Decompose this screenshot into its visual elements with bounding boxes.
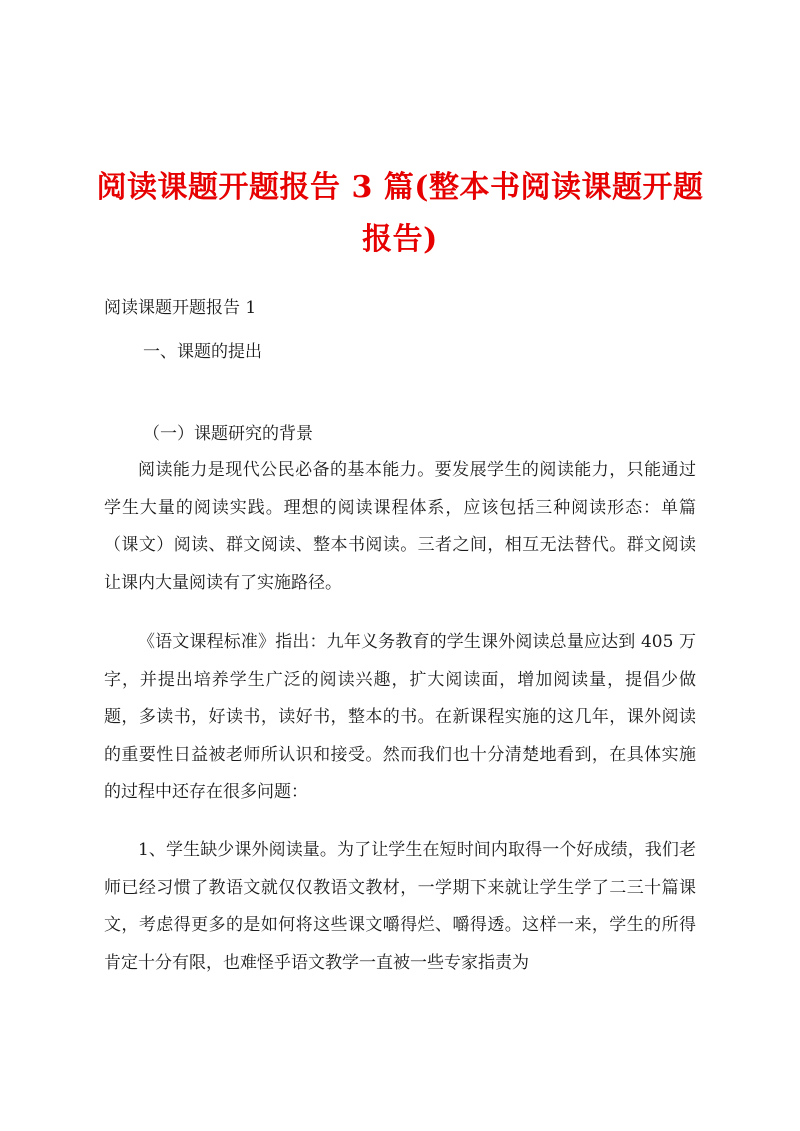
report-subtitle: 阅读课题开题报告 1 (104, 298, 257, 318)
section-heading: 一、课题的提出 (143, 342, 262, 362)
subsection-heading: （一）课题研究的背景 (143, 424, 313, 444)
body-paragraph: 阅读能力是现代公民必备的基本能力。要发展学生的阅读能力，只能通过学生大量的阅读实践。理想的阅读课程体系，应该包括三种阅读形态：单篇（课文）阅读、群文阅读、整本书阅读。三者之间，相互无法替代。群文阅读让课内大量阅读有了实施路径。 (104, 460, 696, 593)
body-paragraph: 1、学生缺少课外阅读量。为了让学生在短时间内取得一个好成绩，我们老师已经习惯了教语文就仅仅教语文教材，一学期下来就让学生学了二三十篇课文，考虑得更多的是如何将这些课文嚼得烂、嚼得透。这样一来，学生的所得肯定十分有限，也难怪乎语文教学一直被一些专家指责为 (104, 840, 696, 973)
body-paragraph: 《语文课程标准》指出：九年义务教育的学生课外阅读总量应达到 405 万字，并提出培养学生广泛的阅读兴趣，扩大阅读面，增加阅读量，提倡少做题，多读书，好读书，读好书，整本的书。在新课程实施的这几年，课外阅读的重要性日益被老师所认识和接受。然而我们也十分清楚地看到，在具体实施的过程中还存在很多问题： (104, 632, 696, 802)
document-title: 阅读课题开题报告 3 篇(整本书阅读课题开题报告) (96, 170, 704, 257)
